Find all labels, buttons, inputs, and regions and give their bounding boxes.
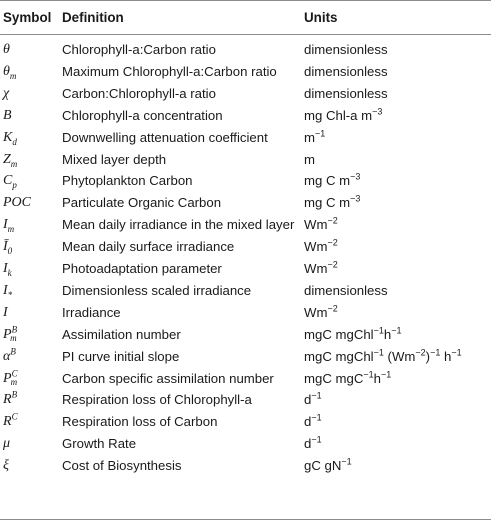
units-cell: $Wm^{-2}$ [304,215,338,233]
symbol-cell [3,39,10,60]
symbol-subscript: k [7,267,12,278]
symbol-cell [3,170,17,191]
symbol-base: I [3,282,8,298]
definition-cell: Dimensionless scaled irradiance [62,282,252,298]
definition-cell: Cost of Biosynthesis [62,458,182,474]
table-row [0,389,491,410]
definition-cell: Photoadaptation parameter [62,261,222,276]
definition-cell: PI curve initial slope [62,348,180,364]
symbol-cell [3,324,17,345]
definition-cell: Mean daily irradiance in the mixed layer [62,217,295,233]
symbol-cell [3,83,9,104]
symbol-subscript: m [10,377,18,388]
table-row [0,433,491,454]
units-cell: mg Chl-a $m^{-3}$ [304,106,383,123]
definition-cell: Chlorophyll-a concentration [62,107,223,123]
definition-cell: Irradiance [62,304,121,320]
symbol-base: ξ [3,458,9,474]
symbol-subscript: m [7,223,15,234]
table-row [0,236,491,257]
symbol-base: R [3,414,12,430]
symbol-base: C [3,173,13,189]
symbol-base: θ [3,63,10,79]
symbol-cell [3,236,12,257]
symbol-cell [3,127,17,148]
units-cell: mgC mgChl$^{-1}$ $(Wm^{-2})^{-1}$ $h^{-1}$ [304,347,462,364]
header-definition: Definition [62,10,124,25]
table-row [0,324,491,345]
symbol-cell [3,302,8,323]
symbol-base: P [3,370,12,386]
units-cell: $Wm^{-2}$ [304,237,338,255]
symbol-superscript: C [11,367,18,378]
table-row [0,61,491,82]
definition-cell: Particulate Organic Carbon [62,195,222,211]
symbol-superscript: B [11,389,18,400]
symbol-base: P [3,326,12,342]
symbol-superscript: C [11,411,18,422]
symbol-cell [3,192,31,213]
symbol-base: K [3,129,13,145]
header-rule [0,34,491,35]
symbol-cell [3,214,14,235]
table-row [0,258,491,279]
symbol-cell [3,389,17,410]
units-cell: $d^{-1}$ [304,412,322,430]
symbol-cell [3,149,17,170]
symbol-base: χ [3,85,10,101]
table-row [0,149,491,170]
table-row [0,83,491,104]
definition-cell: Carbon specific assimilation number [62,370,274,386]
symbol-cell [3,280,12,301]
symbol-base: α [3,348,11,364]
units-cell: $d^{-1}$ [304,434,322,452]
symbol-subscript: m [10,158,18,169]
definition-cell: Phytoplankton Carbon [62,173,193,189]
symbol-cell [3,368,17,389]
units-cell: dimensionless [304,42,388,57]
symbol-cell [3,455,9,476]
definition-cell: Mixed layer depth [62,151,167,167]
symbol-superscript: B [10,345,16,356]
definition-cell: Respiration loss of Carbon [62,414,218,430]
symbol-base: I [3,304,8,320]
units-cell: dimensionless [304,85,388,101]
symbol-cell [3,411,18,432]
symbol-base: R [3,392,12,408]
bottom-rule [0,519,491,520]
table-row [0,192,491,213]
symbol-cell [3,433,10,454]
definition-cell: Downwelling attenuation coefficient [62,129,268,145]
symbol-cell [3,346,16,367]
header-row [0,7,491,29]
units-cell: m [304,151,315,167]
units-cell: mg C $m^{-3}$ [304,172,361,189]
header-symbol: Symbol [3,10,52,25]
definition-cell: Growth Rate [62,436,137,452]
table-row [0,411,491,432]
definition-cell: Respiration loss of Chlorophyll-a [62,392,252,408]
units-cell: $Wm^{-2}$ [304,259,338,276]
table-row [0,39,491,60]
definition-cell: Chlorophyll-a:Carbon ratio [62,42,216,57]
units-cell: mgC $mgC^{-1}h^{-1}$ [304,369,392,386]
symbol-cell [3,258,12,279]
header-units: Units [304,10,338,25]
symbol-base: θ [3,42,10,57]
symbol-base: Z [3,151,11,167]
table-row [0,302,491,323]
symbol-base: B [3,107,12,123]
units-cell: dimensionless [304,282,388,298]
symbol-subscript: * [7,289,13,300]
definition-cell: Maximum Chlorophyll-a:Carbon ratio [62,63,277,79]
units-cell: dimensionless [304,63,388,79]
units-cell: $Wm^{-2}$ [304,303,338,320]
table-row [0,105,491,126]
symbol-base: Ī [3,239,8,255]
units-cell: mg C $m^{-3}$ [304,193,361,211]
top-rule [0,0,491,1]
table-row [0,368,491,389]
symbol-subscript: m [10,333,17,344]
table-row [0,170,491,191]
definition-cell: Assimilation number [62,326,181,342]
symbol-base: μ [3,436,11,452]
table-row [0,455,491,476]
table-row [0,346,491,367]
symbol-base: I [3,261,8,276]
symbol-base: POC [3,195,31,211]
units-cell: mgC $mgChl^{-1}h^{-1}$ [304,325,402,342]
symbol-superscript: B [11,324,18,335]
units-cell: gC $gN^{-1}$ [304,456,352,474]
table-row [0,127,491,148]
symbol-subscript: m [9,70,17,81]
table-row [0,280,491,301]
symbol-base: I [3,217,8,233]
definition-cell: Carbon:Chlorophyll-a ratio [62,85,216,101]
symbol-cell [3,105,12,126]
symbol-subscript: 0 [7,245,13,256]
units-cell: $d^{-1}$ [304,391,322,408]
symbol-subscript: d [12,136,17,147]
symbol-subscript: p [12,180,17,191]
symbol-cell [3,61,16,82]
definition-cell: Mean daily surface irradiance [62,239,235,255]
units-cell: $m^{-1}$ [304,128,326,145]
table-row [0,214,491,235]
